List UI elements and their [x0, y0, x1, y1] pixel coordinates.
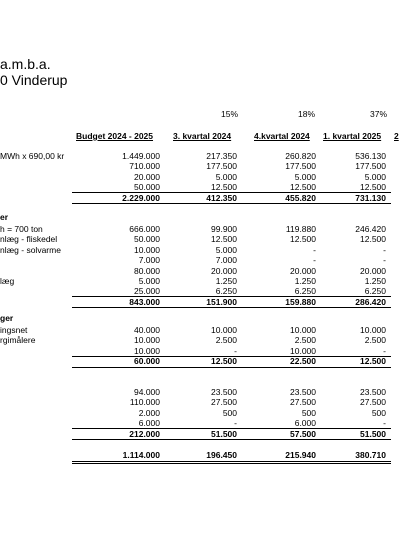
- subtotal-cell: 843.000: [129, 296, 160, 307]
- table-cell: -: [383, 244, 386, 255]
- table-cell: 20.000: [134, 171, 160, 182]
- row-label: ingsnet: [0, 325, 28, 335]
- table-cell: 500: [222, 407, 237, 418]
- table-cell: 710.000: [129, 161, 160, 172]
- percentage-q1: 37%: [369, 109, 387, 119]
- subtotal-cell: 12.500: [360, 356, 386, 367]
- grand-total-cell: 196.450: [206, 450, 237, 460]
- subtotal-underline: [241, 439, 321, 440]
- company-address-fragment: 0 Vinderup: [0, 72, 68, 88]
- table-cell: -: [383, 345, 386, 356]
- table-cell: 12.500: [211, 182, 237, 193]
- subtotal-cell: 455.820: [285, 192, 316, 203]
- row-label: læg: [0, 276, 15, 286]
- table-cell: 12.500: [211, 234, 237, 245]
- column-header-q2-partial: 2: [394, 131, 399, 141]
- grand-total-cell: 215.940: [285, 450, 316, 460]
- subtotal-cell: 2.229.000: [122, 192, 160, 203]
- table-cell: 12.500: [290, 182, 316, 193]
- subtotal-cell: 159.880: [285, 296, 316, 307]
- table-cell: 12.500: [290, 234, 316, 245]
- table-cell: 27.500: [360, 397, 386, 408]
- table-cell: 5.000: [215, 171, 237, 182]
- table-cell: -: [234, 345, 237, 356]
- row-label: nlæg - fliskedel: [0, 234, 58, 245]
- subtotal-cell: 51.500: [211, 428, 237, 439]
- table-cell: 27.500: [211, 397, 237, 408]
- column-header-budget: Budget 2024 - 2025: [76, 131, 154, 141]
- table-cell: 20.000: [290, 265, 316, 276]
- subtotal-cell: 286.420: [355, 296, 386, 307]
- table-cell: 6.250: [215, 286, 237, 297]
- subtotal-underline: [311, 307, 391, 308]
- subtotal-cell: 12.500: [211, 356, 237, 367]
- table-cell: 5.000: [215, 244, 237, 255]
- table-cell: 10.000: [360, 325, 386, 335]
- subtotal-cell: 212.000: [129, 428, 160, 439]
- table-cell: 27.500: [290, 397, 316, 408]
- table-cell: 25.000: [134, 286, 160, 297]
- table-cell: 2.500: [294, 335, 316, 346]
- grand-total-rule: [241, 461, 321, 464]
- grand-total-rule: [72, 461, 164, 464]
- row-label: h = 700 ton: [0, 224, 43, 234]
- table-cell: 177.500: [355, 161, 386, 172]
- subtotal-underline: [162, 307, 242, 308]
- table-cell: 40.000: [134, 325, 160, 335]
- table-cell: -: [313, 244, 316, 255]
- table-cell: 536.130: [355, 151, 386, 161]
- table-cell: 177.500: [285, 161, 316, 172]
- subtotal-underline: [162, 203, 242, 204]
- table-cell: 10.000: [290, 345, 316, 356]
- table-cell: 1.250: [294, 276, 316, 286]
- subtotal-cell: 151.900: [206, 296, 237, 307]
- row-label: nlæg - solvarme: [0, 244, 61, 255]
- grand-total-rule: [162, 461, 242, 464]
- percentage-q3: 15%: [220, 109, 238, 119]
- table-cell: 50.000: [134, 182, 160, 193]
- percentage-q4: 18%: [297, 109, 315, 119]
- table-cell: 50.000: [134, 234, 160, 245]
- table-cell: 1.250: [364, 276, 386, 286]
- table-cell: 23.500: [360, 387, 386, 397]
- subtotal-underline: [311, 203, 391, 204]
- table-cell: 1.449.000: [122, 151, 160, 161]
- row-label: rgimålere: [0, 335, 36, 346]
- table-cell: 80.000: [134, 265, 160, 276]
- table-cell: 10.000: [134, 244, 160, 255]
- subtotal-underline: [72, 307, 164, 308]
- subtotal-underline: [311, 439, 391, 440]
- column-header-q4-2024: 4.kvartal 2024: [254, 131, 310, 141]
- row-label: MWh x 690,00 kr: [0, 151, 65, 161]
- subtotal-underline: [241, 307, 321, 308]
- table-cell: 246.420: [355, 224, 386, 234]
- table-cell: 1.250: [215, 276, 237, 286]
- section-heading: er: [0, 212, 9, 222]
- table-cell: 23.500: [211, 387, 237, 397]
- company-name-fragment: a.m.b.a.: [0, 56, 51, 72]
- subtotal-underline: [72, 439, 164, 440]
- grand-total-rule: [311, 461, 391, 464]
- table-cell: 23.500: [290, 387, 316, 397]
- subtotal-underline: [72, 367, 164, 368]
- table-cell: 10.000: [134, 345, 160, 356]
- subtotal-underline: [72, 203, 164, 204]
- column-header-q1-2025: 1. kvartal 2025: [323, 131, 382, 141]
- table-cell: 6.250: [294, 286, 316, 297]
- subtotal-underline: [162, 367, 242, 368]
- table-cell: -: [383, 255, 386, 266]
- subtotal-cell: 22.500: [290, 356, 316, 367]
- table-cell: 666.000: [129, 224, 160, 234]
- table-cell: 2.500: [215, 335, 237, 346]
- table-cell: 6.000: [138, 418, 160, 429]
- subtotal-cell: 60.000: [134, 356, 160, 367]
- table-cell: 5.000: [364, 171, 386, 182]
- table-cell: 217.350: [206, 151, 237, 161]
- table-cell: 12.500: [360, 182, 386, 193]
- column-header-q3-2024: 3. kvartal 2024: [173, 131, 232, 141]
- table-cell: 6.250: [364, 286, 386, 297]
- table-cell: 2.000: [138, 407, 160, 418]
- subtotal-underline: [162, 439, 242, 440]
- table-cell: 110.000: [129, 397, 160, 408]
- table-cell: -: [383, 418, 386, 429]
- table-cell: 10.000: [290, 325, 316, 335]
- table-cell: 119.880: [285, 224, 316, 234]
- grand-total-cell: 380.710: [355, 450, 386, 460]
- section-heading: ger: [0, 313, 14, 323]
- grand-total-cell: 1.114.000: [122, 450, 160, 460]
- table-cell: 20.000: [360, 265, 386, 276]
- table-cell: 500: [371, 407, 386, 418]
- subtotal-underline: [311, 367, 391, 368]
- table-cell: 7.000: [215, 255, 237, 266]
- table-cell: 5.000: [138, 276, 160, 286]
- subtotal-underline: [241, 367, 321, 368]
- table-cell: 10.000: [134, 335, 160, 346]
- table-cell: -: [234, 418, 237, 429]
- table-cell: -: [313, 255, 316, 266]
- subtotal-cell: 57.500: [290, 428, 316, 439]
- table-cell: 2.500: [364, 335, 386, 346]
- table-cell: 5.000: [294, 171, 316, 182]
- table-cell: 99.900: [211, 224, 237, 234]
- subtotal-underline: [241, 203, 321, 204]
- table-cell: 177.500: [206, 161, 237, 172]
- table-cell: 20.000: [211, 265, 237, 276]
- table-cell: 10.000: [211, 325, 237, 335]
- table-cell: 260.820: [285, 151, 316, 161]
- table-cell: 500: [301, 407, 316, 418]
- table-cell: 94.000: [134, 387, 160, 397]
- subtotal-cell: 412.350: [206, 192, 237, 203]
- subtotal-cell: 731.130: [355, 192, 386, 203]
- subtotal-cell: 51.500: [360, 428, 386, 439]
- table-cell: 7.000: [138, 255, 160, 266]
- table-cell: 12.500: [360, 234, 386, 245]
- table-cell: 6.000: [294, 418, 316, 429]
